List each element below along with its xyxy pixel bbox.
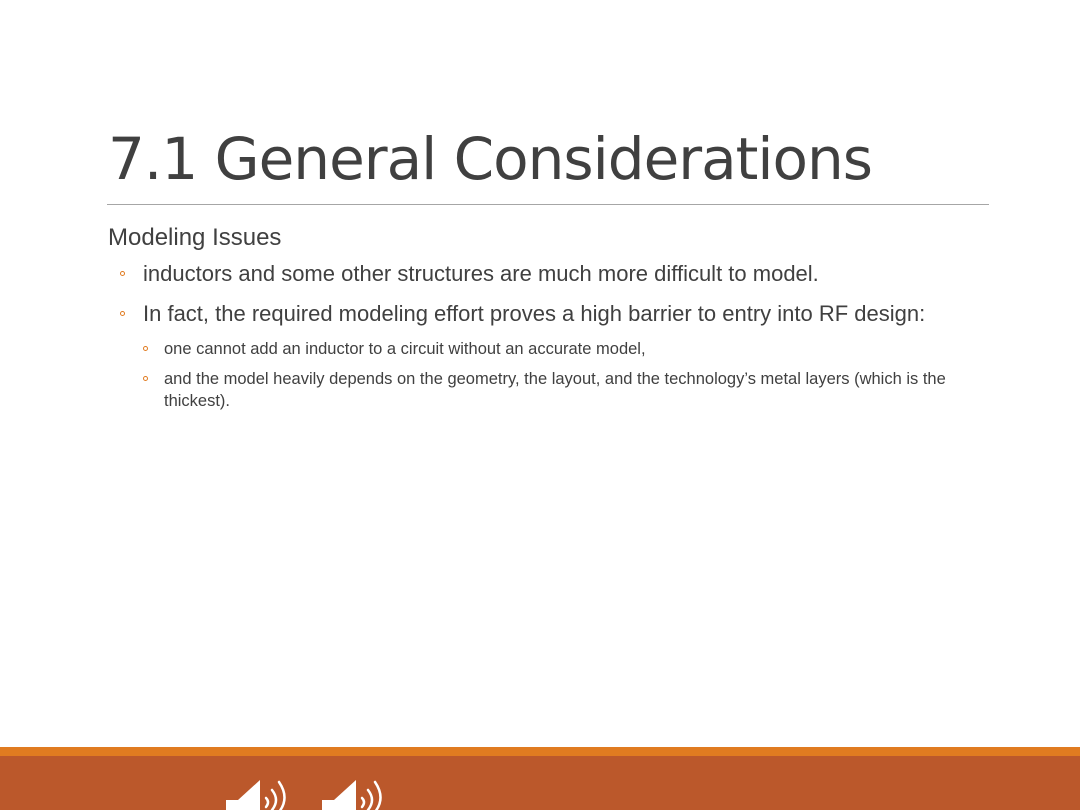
footer-accent-bar <box>0 747 1080 756</box>
speaker-icon[interactable] <box>224 776 288 810</box>
sub-bullet-list <box>143 338 980 412</box>
list-item <box>143 368 980 412</box>
slide-title: 7.1 General Considerations <box>108 125 872 193</box>
title-divider <box>107 204 989 205</box>
bullet-text: inductors and some other structures are much more difficult to model. <box>143 261 819 286</box>
list-item <box>108 300 980 412</box>
bullet-icon <box>143 346 148 351</box>
bullet-text: In fact, the required modeling effort proves a high barrier to entry into RF design: <box>143 301 926 326</box>
footer-bar <box>0 756 1080 810</box>
bullet-icon <box>143 376 148 381</box>
section-heading: Modeling Issues <box>108 224 282 251</box>
sub-bullet-text: one cannot add an inductor to a circuit without an accurate model, <box>164 340 646 358</box>
list-item <box>143 338 980 360</box>
speaker-icon[interactable] <box>320 776 384 810</box>
bullet-icon <box>120 271 125 276</box>
sub-bullet-text: and the model heavily depends on the geometry, the layout, and the technology’s metal layers (which is the thickest). <box>164 370 946 410</box>
bullet-icon <box>120 311 125 316</box>
list-item <box>108 260 980 288</box>
slide-body <box>108 222 980 424</box>
bullet-list <box>108 260 980 412</box>
